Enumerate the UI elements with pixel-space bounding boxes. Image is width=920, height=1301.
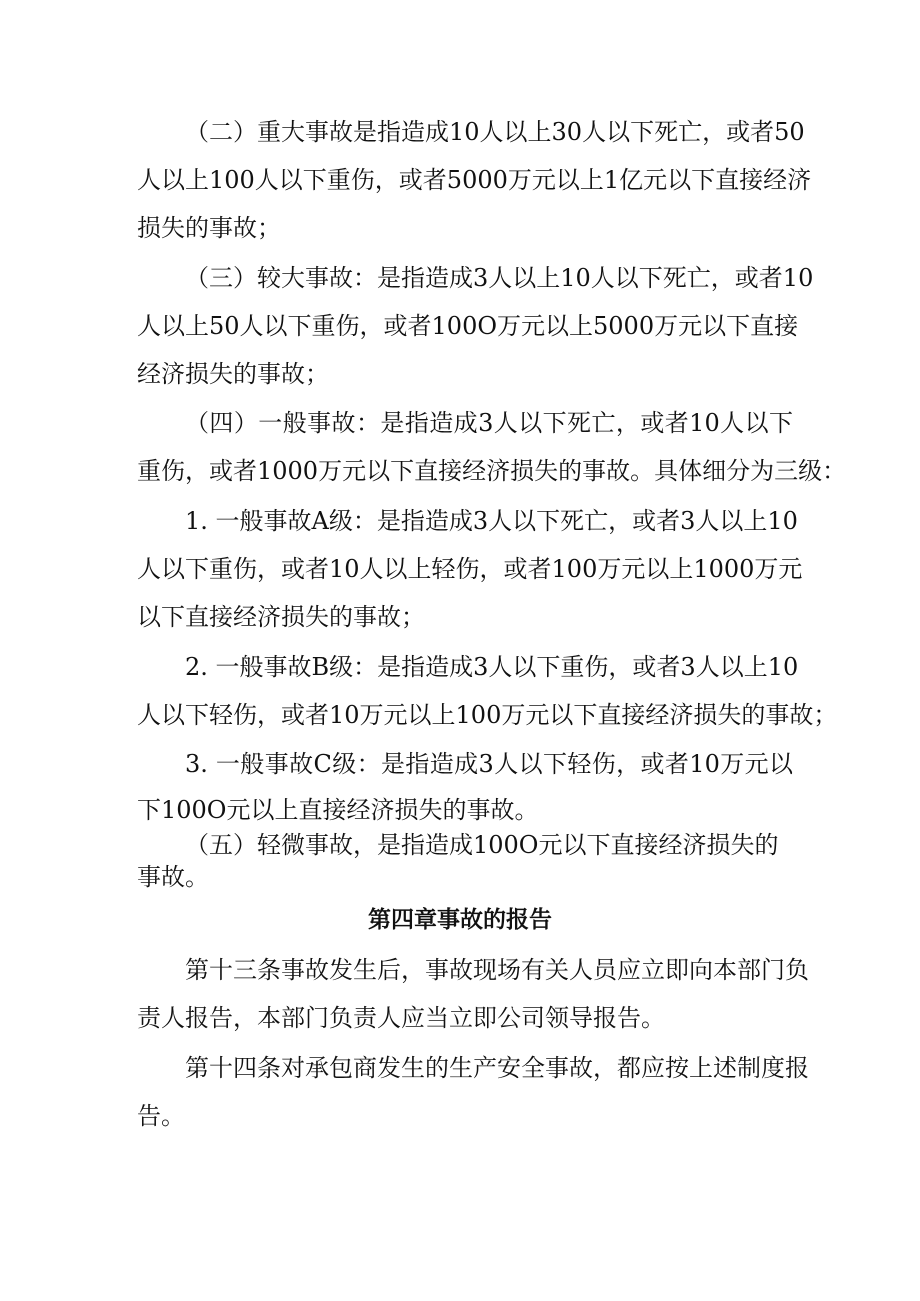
chapter-heading: 第四章事故的报告	[368, 907, 552, 933]
paragraph-line: 经济损失的事故；	[137, 360, 329, 388]
list-item-line: 2. 一般事故B级：是指造成3人以下重伤，或者3人以上10	[185, 653, 799, 681]
paragraph-line: 人以上50人以下重伤，或者100O万元以上5000万元以下直接	[137, 312, 799, 340]
paragraph-line: 人以上100人以下重伤，或者5000万元以上1亿元以下直接经济	[137, 166, 812, 194]
paragraph-line: 重伤，或者1000万元以下直接经济损失的事故。具体细分为三级：	[137, 457, 847, 485]
list-item-line: 人以下重伤，或者10人以上轻伤，或者100万元以上1000万元	[137, 555, 803, 583]
list-item-line: 下100O元以上直接经济损失的事故。	[137, 796, 539, 824]
article-line: 第十三条事故发生后，事故现场有关人员应立即向本部门负	[185, 956, 809, 984]
article-line: 告。	[137, 1102, 185, 1130]
paragraph-line: 事故。	[137, 863, 209, 891]
article-line: 第十四条对承包商发生的生产安全事故，都应按上述制度报	[185, 1054, 809, 1082]
paragraph-line: （二）重大事故是指造成10人以上30人以下死亡，或者50	[185, 118, 805, 146]
paragraph-line: （三）较大事故：是指造成3人以上10人以下死亡，或者10	[185, 264, 814, 292]
list-item-line: 3. 一般事故C级：是指造成3人以下轻伤，或者10万元以	[185, 750, 793, 778]
list-item-line: 以下直接经济损失的事故；	[137, 603, 425, 631]
paragraph-line: （四）一般事故：是指造成3人以下死亡，或者10人以下	[185, 409, 793, 437]
article-line: 责人报告，本部门负责人应当立即公司领导报告。	[137, 1004, 665, 1032]
paragraph-line: （五）轻微事故，是指造成100O元以下直接经济损失的	[185, 831, 779, 859]
paragraph-line: 损失的事故；	[137, 214, 281, 242]
list-item-line: 1. 一般事故A级：是指造成3人以下死亡，或者3人以上10	[185, 507, 798, 535]
list-item-line: 人以下轻伤，或者10万元以上100万元以下直接经济损失的事故；	[137, 701, 838, 729]
